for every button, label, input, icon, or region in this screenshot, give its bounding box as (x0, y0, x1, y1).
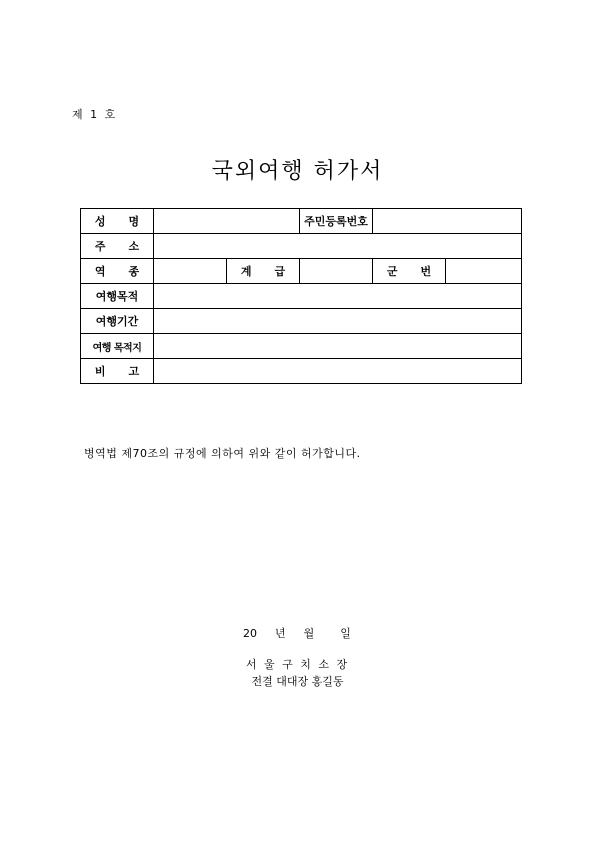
permit-statement: 병역법 제70조의 규정에 의하여 위와 같이 허가합니다. (84, 447, 361, 460)
resident-id-field[interactable] (373, 209, 522, 234)
form-row-destination (81, 334, 522, 359)
issuer-official: 전결 대대장 홍길동 (251, 675, 344, 688)
date-year: 20 (243, 627, 257, 640)
period-label: 여행기간 (81, 309, 154, 334)
form-row-name (81, 209, 522, 234)
destination-label: 여행 목적지 (81, 334, 154, 359)
service-number-field[interactable] (446, 259, 522, 284)
permit-form-table (80, 208, 522, 384)
service-type-field[interactable] (154, 259, 227, 284)
date-month-unit: 월 (303, 627, 315, 640)
remarks-label: 비 고 (81, 359, 154, 384)
address-field[interactable] (154, 234, 522, 259)
destination-field[interactable] (154, 334, 522, 359)
form-row-service (81, 259, 522, 284)
period-field[interactable] (154, 309, 522, 334)
form-number: 제 1 호 (72, 108, 118, 121)
service-type-label: 역 종 (81, 259, 154, 284)
rank-field[interactable] (300, 259, 373, 284)
date-day-unit: 일 (340, 627, 351, 640)
issuer-office: 서 울 구 치 소 장 (245, 658, 350, 671)
remarks-field[interactable] (154, 359, 522, 384)
form-row-purpose (81, 284, 522, 309)
date-year-unit: 년 (275, 627, 286, 640)
form-row-period (81, 309, 522, 334)
purpose-field[interactable] (154, 284, 522, 309)
form-row-address (81, 234, 522, 259)
issue-date (243, 625, 351, 641)
address-label: 주 소 (81, 234, 154, 259)
document-title: 국외여행 허가서 (211, 159, 384, 184)
rank-label: 계 급 (227, 259, 300, 284)
name-label: 성 명 (81, 209, 154, 234)
form-row-remarks (81, 359, 522, 384)
resident-id-label: 주민등록번호 (300, 209, 373, 234)
name-field[interactable] (154, 209, 300, 234)
service-number-label: 군 번 (373, 259, 446, 284)
purpose-label: 여행목적 (81, 284, 154, 309)
